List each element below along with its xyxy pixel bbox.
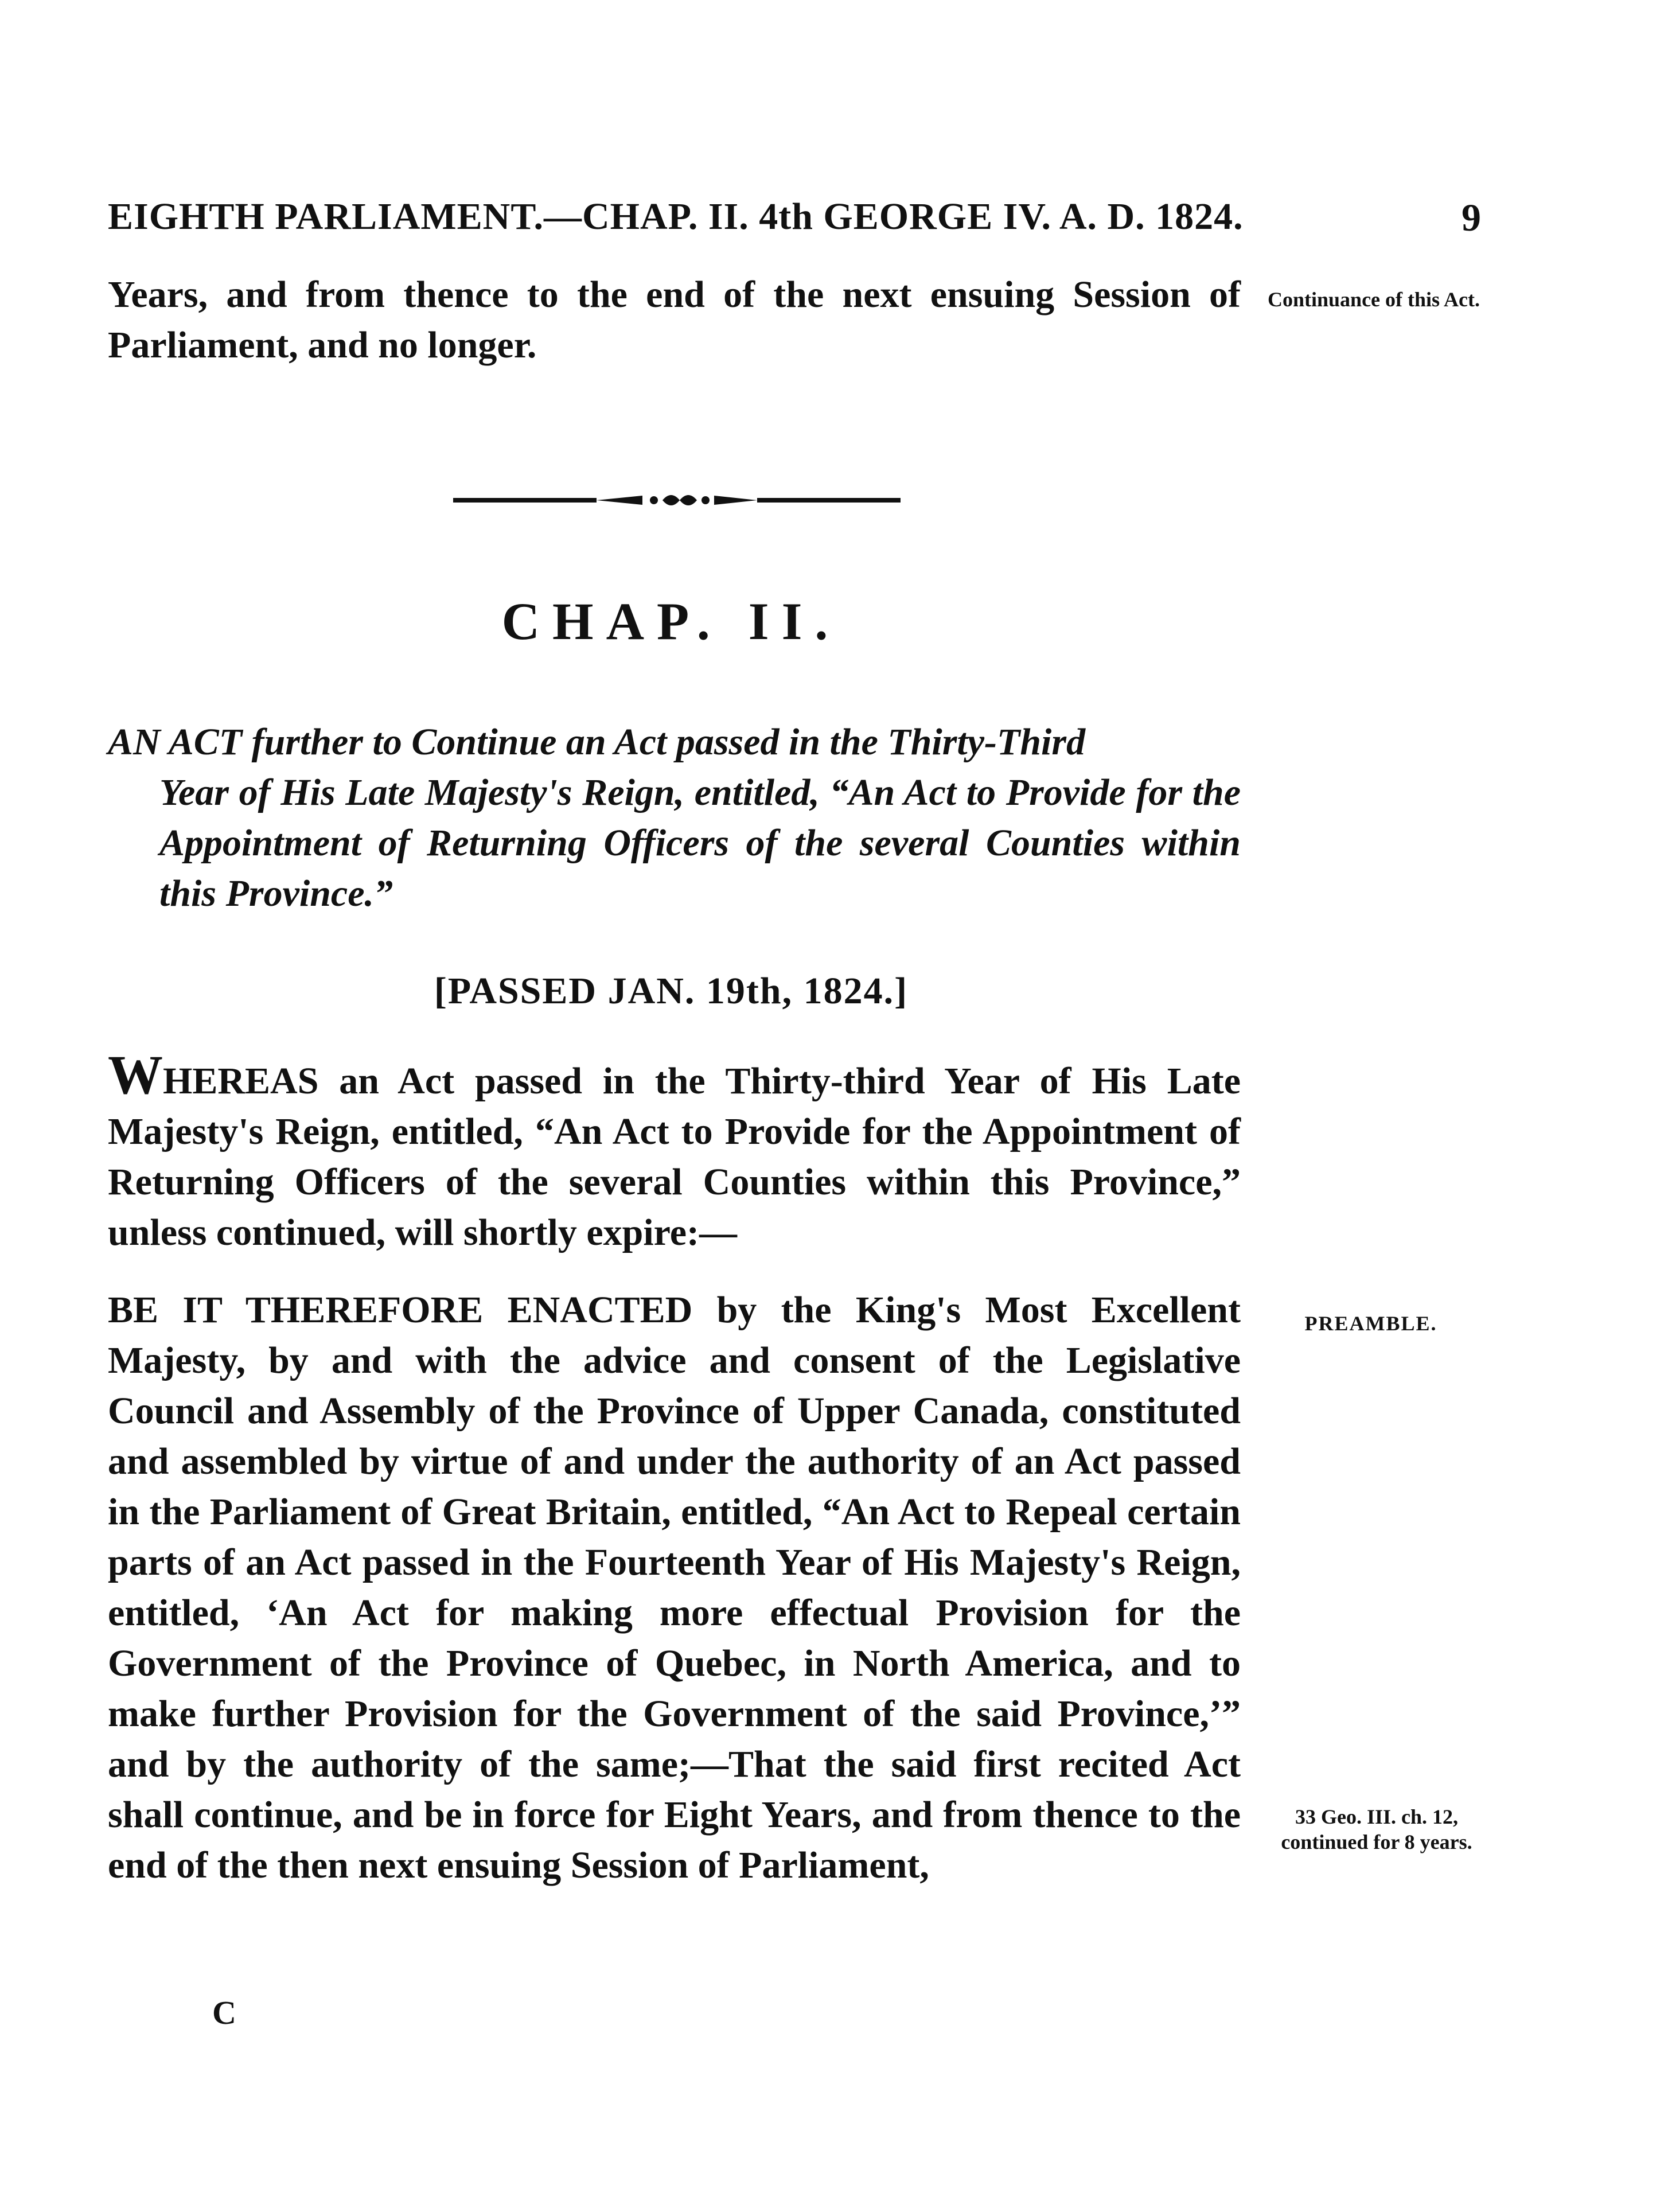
- carry-over-paragraph: Years, and from thence to the end of the next ensuing Session of Parliament, and no longer.: [108, 274, 1241, 366]
- ornamental-rule: [453, 488, 901, 513]
- preamble-paragraph: [108, 1044, 1241, 1258]
- passed-date: [PASSED JAN. 19th, 1824.]: [434, 970, 909, 1012]
- signature-mark: C: [212, 1994, 236, 2031]
- act-title-rest: Year of His Late Majesty's Reign, entitled, “An Act to Provide for the Appointment of Returning Officers of the several Counties within this Province.”: [159, 772, 1241, 914]
- act-title: [108, 717, 1241, 919]
- enacting-paragraph: BE IT THEREFORE ENACTED by the King's Most Excellent Majesty, by and with the advice and consent of the Legislative Council and Assembly of the Province of Upper Canada, constituted and assembled by virtue of and under the authority of an Act passed in the Parliament of Great Britain, entitled, “An Act to Repeal certain parts of an Act passed in the Fourteenth Year of His Majesty's Reign, entitled, ‘An Act for making more effectual Provision for the Government of the Province of Quebec, in North America, and to make further Provision for the Government of the said Province,’” and by the authority of the same;—That the said first recited Act shall continue, and be in force for Eight Years, and from thence to the end of the then next ensuing Session of Parliament,: [108, 1289, 1241, 1886]
- marginal-note-preamble: PREAMBLE.: [1304, 1312, 1437, 1335]
- drop-letter: W: [108, 1044, 163, 1105]
- marginal-note-continuance: Continuance of this Act.: [1268, 288, 1480, 311]
- chapter-title: CHAP. II.: [501, 592, 841, 651]
- running-head: EIGHTH PARLIAMENT.—CHAP. II. 4th GEORGE IV. A. D. 1824.: [108, 196, 1244, 237]
- marginal-note-continued: 33 Geo. III. ch. 12, continued for 8 years.: [1281, 1805, 1472, 1853]
- act-title-first-line: AN ACT further to Continue an Act passed in the Thirty-Third: [108, 721, 1086, 763]
- page-number: 9: [1462, 196, 1481, 239]
- preamble-text: HEREAS an Act passed in the Thirty-third Year of His Late Majesty's Reign, entitled, “An Act to Provide for the Appointment of Returning Officers of the several Counties within this Province,” unless continued, will shortly expire:—: [108, 1060, 1241, 1253]
